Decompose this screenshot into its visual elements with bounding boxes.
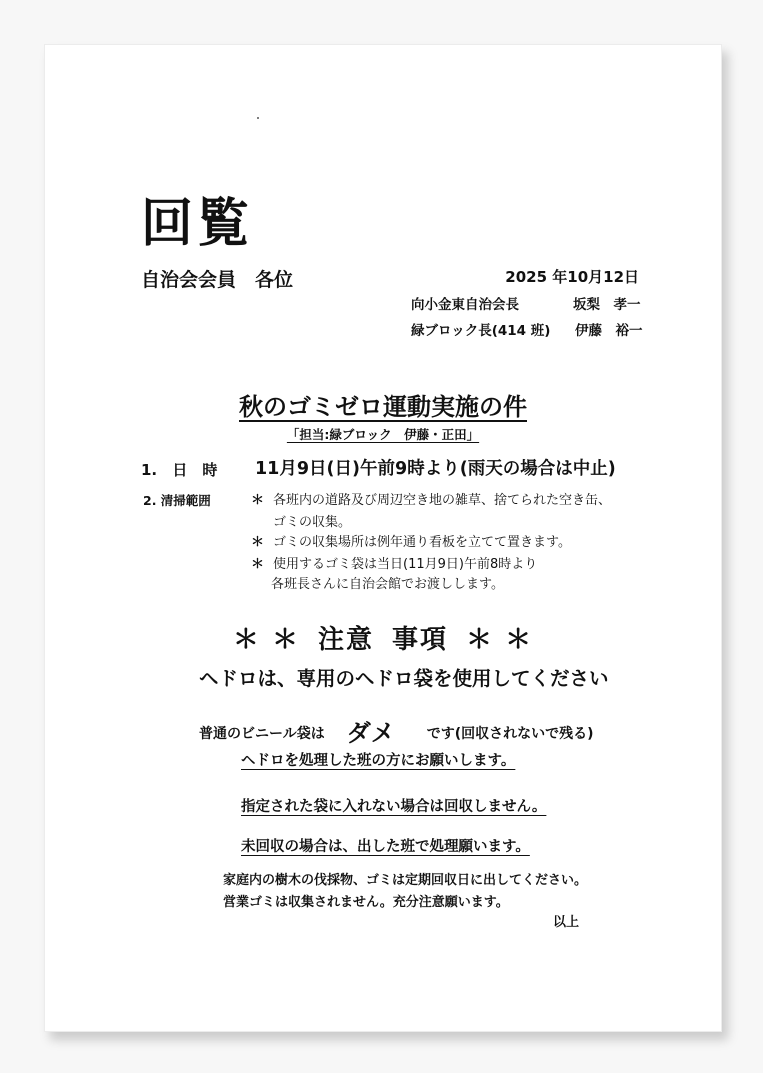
- issuer-name: 伊藤 裕一: [575, 323, 643, 339]
- bullet-text: ゴミの収集場所は例年通り看板を立てて置きます。: [273, 535, 571, 550]
- underlined-request: 指定された袋に入れない場合は回収しません。: [241, 799, 547, 815]
- circular-notice-page: [44, 44, 722, 1032]
- date-time-label: 1. 日 時: [141, 461, 218, 479]
- issuer-org: 向小金東自治会長: [411, 297, 519, 313]
- underlined-request: 未回収の場合は、出した班で処理願います。: [241, 839, 530, 855]
- issue-date: 2025 年10月12日: [505, 268, 639, 286]
- note-line: 家庭内の樹木の伐採物、ゴミは定期回収日に出してください。: [223, 873, 588, 888]
- bullet-text: 使用するゴミ袋は当日(11月9日)午前8時より: [273, 557, 538, 572]
- subject-heading: [45, 387, 721, 422]
- caution-heading: [45, 619, 721, 656]
- bullet-continuation: ゴミの収集。: [273, 515, 352, 530]
- in-charge-line: [45, 425, 721, 443]
- underlined-request: ヘドロを処理した班の方にお願いします。: [241, 753, 516, 769]
- not-collected-text: です(回収されないで残る): [426, 726, 594, 742]
- document-title: 回覧: [141, 194, 254, 254]
- subject-title: 秋のゴミゼロ運動実施の件: [239, 393, 527, 421]
- bullet-item: [251, 553, 537, 572]
- issuer-org: 緑ブロック長(414 班): [411, 323, 551, 339]
- bullet-text: 各班内の道路及び周辺空き地の雑草、捨てられた空き缶、: [273, 493, 612, 508]
- addressee: 自治会会員 各位: [141, 269, 294, 291]
- date-time-value: 11月9日(日)午前9時より(雨天の場合は中止): [255, 459, 616, 479]
- plastic-bag-warning: [199, 713, 594, 748]
- scan-speck: [257, 117, 259, 119]
- caution-stars-right: ＊ ＊: [466, 625, 534, 655]
- in-charge-text: 「担当:緑ブロック 伊藤・正田」: [286, 427, 480, 442]
- dame-emphasis: ダメ: [346, 719, 395, 747]
- caution-stars-left: ＊ ＊: [232, 625, 300, 655]
- note-line: 営業ゴミは収集されません。充分注意願います。: [223, 895, 509, 910]
- bullet-continuation: 各班長さんに自治会館でお渡しします。: [271, 577, 504, 592]
- asterisk-icon: ＊: [251, 535, 265, 550]
- closing-mark: 以上: [553, 915, 580, 930]
- sludge-bag-instruction: ヘドロは、専用のヘドロ袋を使用してください: [199, 667, 609, 690]
- caution-word-b: 事項: [392, 625, 449, 655]
- bullet-item: [251, 531, 571, 550]
- issuer-name: 坂梨 孝一: [573, 297, 641, 313]
- bullet-item: [251, 489, 611, 508]
- asterisk-icon: ＊: [251, 493, 265, 508]
- asterisk-icon: ＊: [251, 557, 265, 572]
- cleaning-area-label: 2. 清掃範囲: [143, 493, 211, 508]
- caution-word-a: 注意: [317, 625, 374, 655]
- plastic-bag-text: 普通のビニール袋は: [199, 726, 325, 742]
